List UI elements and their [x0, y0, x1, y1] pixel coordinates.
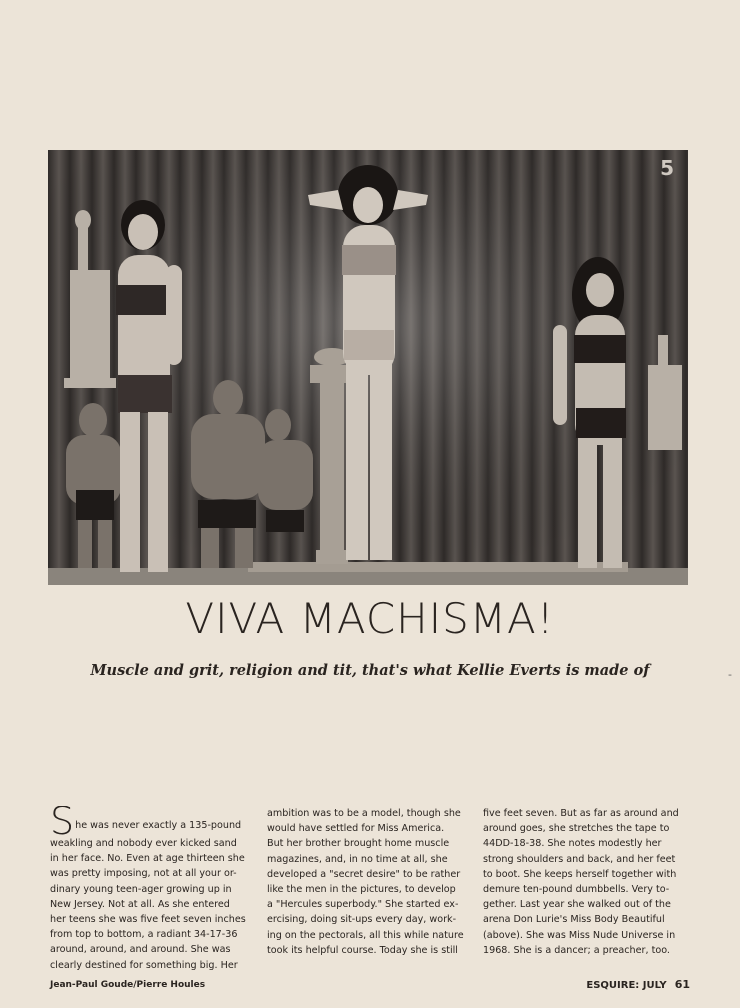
body-column-1 [50, 806, 254, 973]
running-footer [586, 978, 690, 991]
body-line: developed a "secret desire" to be rather [267, 868, 461, 880]
body-line: ambition was to be a model, though she [267, 808, 461, 819]
magazine-issue: ESQUIRE: JULY [586, 980, 667, 991]
body-line: ing on the pectorals, all this while nature [267, 929, 464, 941]
body-line: five feet seven. But as far as around and [483, 808, 679, 819]
body-line: in her face. No. Even at age thirteen she [50, 853, 245, 865]
contest-photograph [48, 150, 688, 585]
body-column-2 [267, 806, 471, 958]
body-line: dinary young teen-ager growing up in [50, 883, 232, 895]
body-line: 1968. She is a dancer; a preacher, too. [483, 944, 670, 956]
body-line: ercising, doing sit-ups every day, work- [267, 914, 457, 926]
body-line: her teens she was five feet seven inches [50, 914, 246, 926]
drop-cap: S [50, 806, 75, 836]
body-line: from top to bottom, a radiant 34-17-36 [50, 929, 238, 941]
body-line: was pretty imposing, not at all your or- [50, 868, 237, 880]
body-line: arena Don Lurie's Miss Body Beautiful [483, 914, 665, 926]
article-headline: VIVA MACHISMA! [185, 594, 555, 643]
margin-mark: ‑ [728, 668, 732, 681]
body-line: New Jersey. Not at all. As she entered [50, 898, 230, 910]
page-number: 61 [674, 978, 690, 991]
body-line: a "Hercules superbody." She started ex- [267, 899, 459, 911]
body-line: magazines, and, in no time at all, she [267, 853, 448, 865]
body-line: like the men in the pictures, to develop [267, 884, 456, 896]
body-line: to boot. She keeps herself together with [483, 868, 677, 880]
body-line: around, around, and around. She was [50, 944, 231, 956]
body-line: around goes, she stretches the tape to [483, 823, 670, 835]
body-line: (above). She was Miss Nude Universe in [483, 929, 676, 941]
body-line: demure ten-pound dumbbells. Very to- [483, 884, 670, 896]
body-line: But her brother brought home muscle [267, 838, 450, 850]
article-body [50, 806, 696, 971]
photo-number: 5 [660, 156, 674, 180]
body-line: strong shoulders and back, and her feet [483, 853, 676, 865]
body-line: gether. Last year she walked out of the [483, 899, 671, 911]
photo-credit: Jean-Paul Goude/Pierre Houles [50, 980, 206, 990]
body-column-3 [483, 806, 687, 958]
body-line: 44DD-18-38. She notes modestly her [483, 838, 662, 850]
article-subhead: Muscle and grit, religion and tit, that's what Kellie Everts is made of [90, 662, 650, 679]
body-line: took its helpful course. Today she is still [267, 944, 458, 956]
body-line: would have settled for Miss America. [267, 823, 445, 835]
body-line: She was never exactly a 135-pound [50, 806, 254, 836]
body-line: clearly destined for something big. Her [50, 959, 238, 971]
stage-photo-illustration [48, 150, 688, 585]
body-line: weakling and nobody ever kicked sand [50, 838, 237, 849]
